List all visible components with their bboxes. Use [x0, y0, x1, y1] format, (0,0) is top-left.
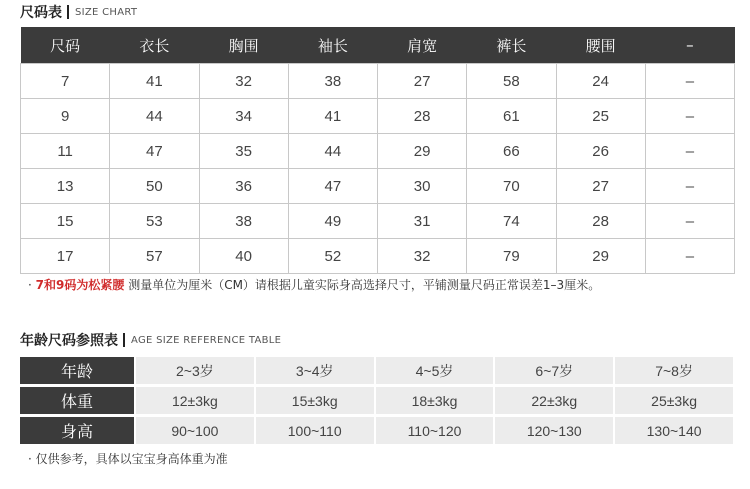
size-chart-header-row — [21, 27, 735, 64]
table-cell: 47 — [288, 169, 377, 204]
table-cell: 17 — [21, 239, 110, 274]
table-cell: 40 — [199, 239, 288, 274]
row-label-weight: 体重 — [20, 387, 136, 414]
table-cell: 11 — [21, 134, 110, 169]
measurement-note: 测量单位为厘米（CM）请根据儿童实际身高选择尺寸，平铺测量尺码正常误差1–3厘米。 — [128, 278, 601, 292]
table-cell: 79 — [467, 239, 556, 274]
table-cell: 7~8岁 — [615, 357, 735, 384]
header-cell: 裤长 — [467, 27, 556, 64]
table-cell: 61 — [467, 99, 556, 134]
table-cell: 34 — [199, 99, 288, 134]
table-cell: 12±3kg — [136, 387, 256, 414]
row-label-height: 身高 — [20, 417, 136, 444]
table-cell: 32 — [378, 239, 467, 274]
table-cell: – — [645, 239, 734, 274]
age-table-title: 年龄尺码参照表 — [20, 333, 118, 349]
row-label-age: 年龄 — [20, 357, 136, 384]
table-cell: 28 — [378, 99, 467, 134]
table-cell: 44 — [110, 99, 199, 134]
table-cell: 22±3kg — [495, 387, 615, 414]
table-cell: 28 — [556, 204, 645, 239]
table-cell: 9 — [21, 99, 110, 134]
header-cell: – — [645, 27, 734, 64]
table-cell: 41 — [110, 64, 199, 99]
age-row — [20, 357, 735, 384]
table-cell: 66 — [467, 134, 556, 169]
table-cell: 2~3岁 — [136, 357, 256, 384]
table-cell: 41 — [288, 99, 377, 134]
size-chart-title: 尺码表 — [20, 5, 62, 21]
size-chart-note — [28, 276, 600, 293]
table-cell: 50 — [110, 169, 199, 204]
table-cell: 110~120 — [376, 417, 496, 444]
table-cell: 27 — [378, 64, 467, 99]
age-reference-table — [20, 354, 735, 447]
table-row — [21, 64, 735, 99]
note-bullet: · — [28, 278, 32, 292]
table-cell: 3~4岁 — [256, 357, 376, 384]
table-cell: 52 — [288, 239, 377, 274]
table-cell: 15 — [21, 204, 110, 239]
weight-row — [20, 387, 735, 414]
table-cell: 24 — [556, 64, 645, 99]
table-row — [21, 99, 735, 134]
table-cell: 57 — [110, 239, 199, 274]
table-cell: 44 — [288, 134, 377, 169]
table-cell: 74 — [467, 204, 556, 239]
table-cell: 4~5岁 — [376, 357, 496, 384]
table-row — [21, 134, 735, 169]
table-cell: 15±3kg — [256, 387, 376, 414]
table-cell: 120~130 — [495, 417, 615, 444]
table-cell: 30 — [378, 169, 467, 204]
table-cell: 49 — [288, 204, 377, 239]
size-chart-table — [20, 27, 735, 274]
header-cell: 尺码 — [21, 27, 110, 64]
size-chart-heading — [20, 2, 137, 22]
table-cell: 6~7岁 — [495, 357, 615, 384]
table-cell: 70 — [467, 169, 556, 204]
table-cell: 31 — [378, 204, 467, 239]
elastic-waist-highlight: 7和9码为松紧腰 — [35, 278, 125, 292]
table-cell: 47 — [110, 134, 199, 169]
title-divider — [67, 5, 69, 19]
title-divider — [123, 333, 125, 347]
table-cell: 32 — [199, 64, 288, 99]
header-cell: 胸围 — [199, 27, 288, 64]
table-cell: 26 — [556, 134, 645, 169]
table-cell: – — [645, 134, 734, 169]
age-table-heading — [20, 330, 281, 350]
table-cell: 53 — [110, 204, 199, 239]
table-cell: 25±3kg — [615, 387, 735, 414]
table-cell: 13 — [21, 169, 110, 204]
table-cell: 27 — [556, 169, 645, 204]
header-cell: 腰围 — [556, 27, 645, 64]
reference-note: · 仅供参考，具体以宝宝身高体重为准 — [28, 452, 228, 466]
table-cell: 58 — [467, 64, 556, 99]
table-cell: 38 — [199, 204, 288, 239]
table-cell: 35 — [199, 134, 288, 169]
table-cell: 130~140 — [615, 417, 735, 444]
table-row — [21, 239, 735, 274]
table-cell: – — [645, 169, 734, 204]
header-cell: 衣长 — [110, 27, 199, 64]
table-cell: 36 — [199, 169, 288, 204]
table-cell: 100~110 — [256, 417, 376, 444]
table-cell: – — [645, 64, 734, 99]
table-cell: 90~100 — [136, 417, 256, 444]
header-cell: 袖长 — [288, 27, 377, 64]
height-row — [20, 417, 735, 444]
header-cell: 肩宽 — [378, 27, 467, 64]
table-row — [21, 169, 735, 204]
table-cell: 18±3kg — [376, 387, 496, 414]
table-row — [21, 204, 735, 239]
table-cell: – — [645, 204, 734, 239]
size-chart-subtitle: SIZE CHART — [75, 6, 138, 18]
table-cell: – — [645, 99, 734, 134]
table-cell: 29 — [556, 239, 645, 274]
table-cell: 25 — [556, 99, 645, 134]
table-cell: 38 — [288, 64, 377, 99]
table-cell: 7 — [21, 64, 110, 99]
age-table-subtitle: AGE SIZE REFERENCE TABLE — [131, 334, 282, 346]
table-cell: 29 — [378, 134, 467, 169]
